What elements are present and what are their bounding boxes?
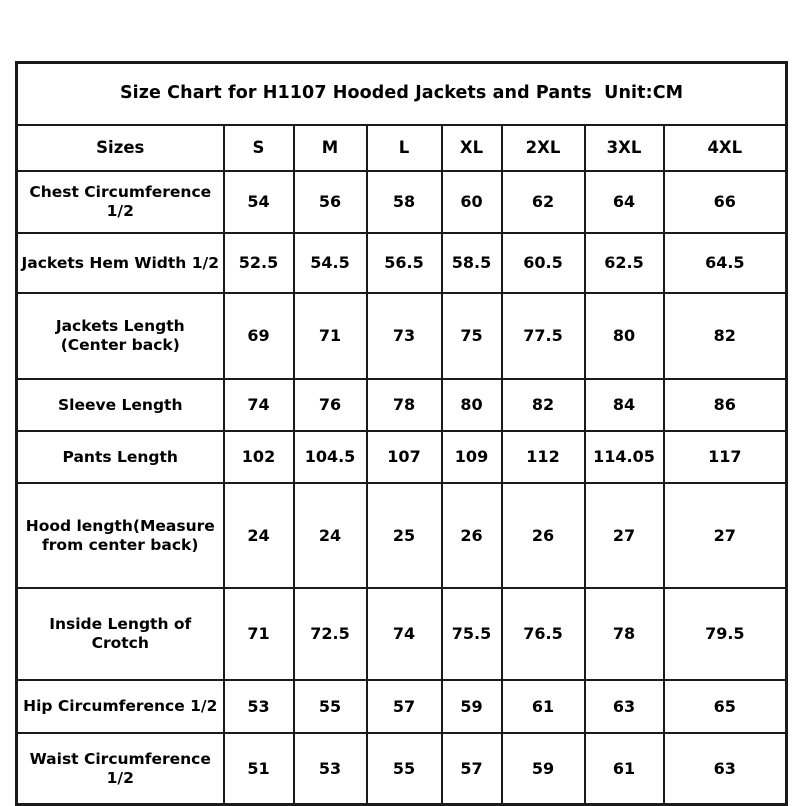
cell-value: 109 <box>442 431 502 483</box>
column-header-2xl: 2XL <box>502 125 585 171</box>
cell-value: 62.5 <box>585 233 664 293</box>
cell-value: 77.5 <box>502 293 585 379</box>
cell-value: 27 <box>585 483 664 588</box>
cell-value: 75.5 <box>442 588 502 680</box>
cell-value: 75 <box>442 293 502 379</box>
row-label-sleeve-length: Sleeve Length <box>17 379 224 431</box>
column-header-xl: XL <box>442 125 502 171</box>
column-header-m: M <box>294 125 367 171</box>
size-chart-table <box>15 61 788 806</box>
cell-value: 69 <box>224 293 294 379</box>
cell-value: 107 <box>367 431 442 483</box>
cell-value: 58.5 <box>442 233 502 293</box>
cell-value: 60.5 <box>502 233 585 293</box>
cell-value: 79.5 <box>664 588 787 680</box>
cell-value: 66 <box>664 171 787 233</box>
cell-value: 112 <box>502 431 585 483</box>
table-row <box>17 379 787 431</box>
cell-value: 72.5 <box>294 588 367 680</box>
cell-value: 82 <box>502 379 585 431</box>
table-row <box>17 431 787 483</box>
cell-value: 78 <box>585 588 664 680</box>
table-row <box>17 588 787 680</box>
row-label-jackets-hem-width: Jackets Hem Width 1/2 <box>17 233 224 293</box>
cell-value: 74 <box>367 588 442 680</box>
table-row <box>17 733 787 805</box>
cell-value: 27 <box>664 483 787 588</box>
cell-value: 56 <box>294 171 367 233</box>
header-corner-label: Sizes <box>17 125 224 171</box>
cell-value: 55 <box>294 680 367 733</box>
cell-value: 26 <box>442 483 502 588</box>
row-label-inside-length-of-crotch: Inside Length of Crotch <box>17 588 224 680</box>
cell-value: 73 <box>367 293 442 379</box>
table-row <box>17 171 787 233</box>
cell-value: 55 <box>367 733 442 805</box>
cell-value: 102 <box>224 431 294 483</box>
table-row <box>17 233 787 293</box>
chart-title: Size Chart for H1107 Hooded Jackets and Pants Unit:CM <box>17 63 787 126</box>
cell-value: 52.5 <box>224 233 294 293</box>
cell-value: 104.5 <box>294 431 367 483</box>
table-row <box>17 680 787 733</box>
column-header-s: S <box>224 125 294 171</box>
title-row <box>17 63 787 126</box>
column-header-l: L <box>367 125 442 171</box>
cell-value: 24 <box>224 483 294 588</box>
cell-value: 71 <box>224 588 294 680</box>
cell-value: 74 <box>224 379 294 431</box>
cell-value: 78 <box>367 379 442 431</box>
cell-value: 76 <box>294 379 367 431</box>
cell-value: 58 <box>367 171 442 233</box>
cell-value: 63 <box>585 680 664 733</box>
cell-value: 63 <box>664 733 787 805</box>
cell-value: 71 <box>294 293 367 379</box>
cell-value: 25 <box>367 483 442 588</box>
cell-value: 61 <box>585 733 664 805</box>
table-row <box>17 293 787 379</box>
cell-value: 80 <box>585 293 664 379</box>
cell-value: 80 <box>442 379 502 431</box>
cell-value: 54 <box>224 171 294 233</box>
cell-value: 59 <box>502 733 585 805</box>
cell-value: 82 <box>664 293 787 379</box>
row-label-chest-circumference: Chest Circumference 1/2 <box>17 171 224 233</box>
cell-value: 61 <box>502 680 585 733</box>
cell-value: 114.05 <box>585 431 664 483</box>
table-row <box>17 483 787 588</box>
cell-value: 76.5 <box>502 588 585 680</box>
cell-value: 84 <box>585 379 664 431</box>
cell-value: 57 <box>442 733 502 805</box>
cell-value: 56.5 <box>367 233 442 293</box>
cell-value: 57 <box>367 680 442 733</box>
column-header-row <box>17 125 787 171</box>
row-label-pants-length: Pants Length <box>17 431 224 483</box>
cell-value: 24 <box>294 483 367 588</box>
column-header-4xl: 4XL <box>664 125 787 171</box>
cell-value: 59 <box>442 680 502 733</box>
cell-value: 53 <box>294 733 367 805</box>
cell-value: 64.5 <box>664 233 787 293</box>
cell-value: 53 <box>224 680 294 733</box>
column-header-3xl: 3XL <box>585 125 664 171</box>
cell-value: 54.5 <box>294 233 367 293</box>
size-chart-container <box>15 61 785 806</box>
cell-value: 64 <box>585 171 664 233</box>
cell-value: 51 <box>224 733 294 805</box>
cell-value: 60 <box>442 171 502 233</box>
row-label-hip-circumference: Hip Circumference 1/2 <box>17 680 224 733</box>
cell-value: 65 <box>664 680 787 733</box>
row-label-jackets-length: Jackets Length (Center back) <box>17 293 224 379</box>
row-label-waist-circumference: Waist Circumference 1/2 <box>17 733 224 805</box>
cell-value: 86 <box>664 379 787 431</box>
cell-value: 117 <box>664 431 787 483</box>
cell-value: 62 <box>502 171 585 233</box>
row-label-hood-length: Hood length(Measure from center back) <box>17 483 224 588</box>
cell-value: 26 <box>502 483 585 588</box>
